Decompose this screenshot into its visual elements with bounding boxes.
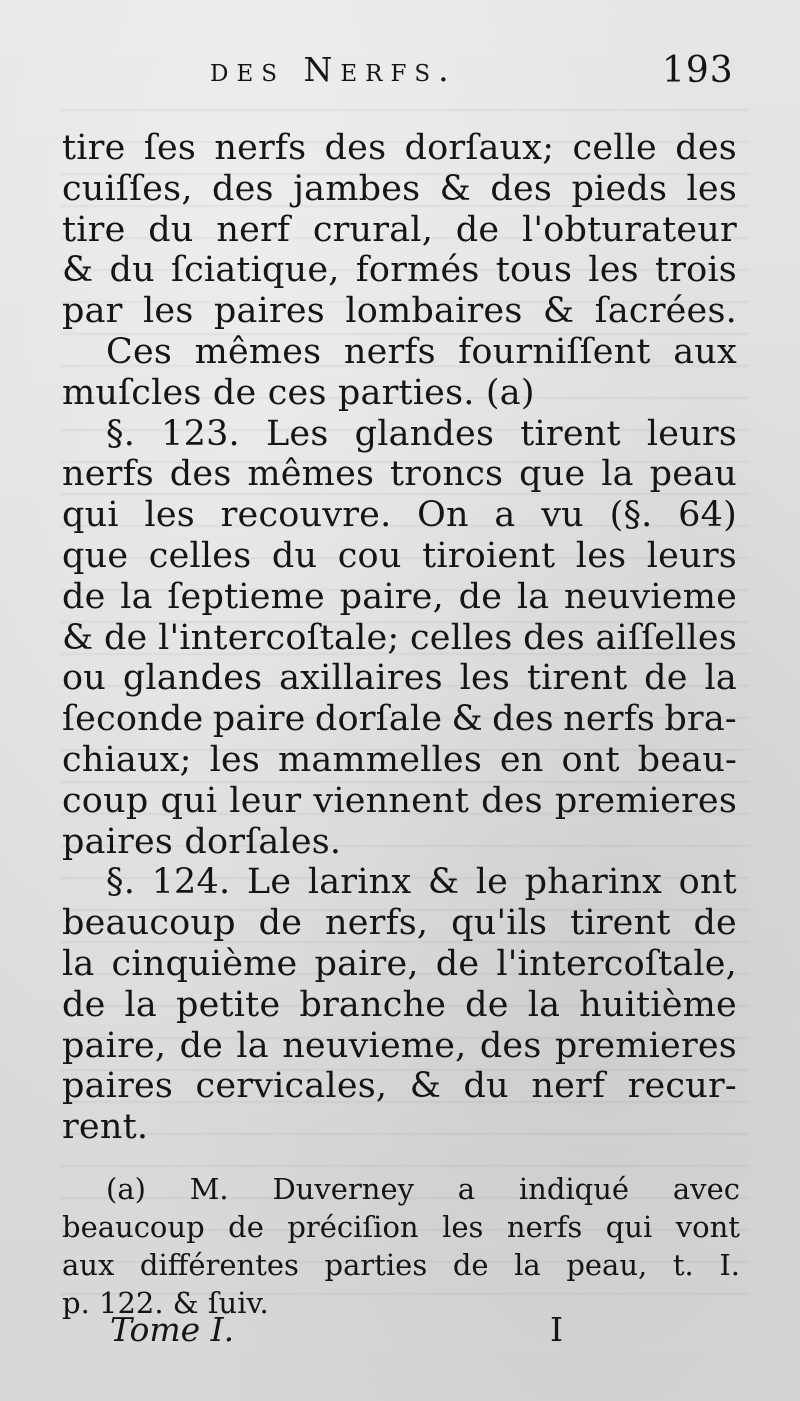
text-line: par les paires lombaires & ſacrées.: [62, 291, 737, 332]
text-line: ſeconde paire dorſale & des nerfs bra-: [62, 699, 737, 740]
volume-label: Tome I.: [110, 1310, 235, 1349]
text-line: tire du nerf crural, de l'obturateur: [62, 209, 737, 250]
text-line: paires cervicales, & du nerf recur-: [62, 1066, 737, 1107]
text-line: cuiſſes, des jambes & des pieds les: [62, 168, 737, 209]
body-text: [62, 128, 737, 1148]
footnote-line: (a) M. Duverney a indiqué avec: [106, 1172, 740, 1206]
text-line: qui les recouvre. On a vu (§. 64): [62, 495, 737, 536]
footnote: [62, 1170, 740, 1322]
text-line: beaucoup de nerfs, qu'ils tirent de: [62, 903, 737, 944]
text-line: nerfs des mêmes troncs que la peau: [62, 454, 737, 495]
footnote-line: p. 122. & ſuiv.: [62, 1286, 269, 1320]
text-line: tire ſes nerfs des dorſaux; celle des: [62, 128, 737, 168]
text-line: rent.: [62, 1107, 149, 1148]
text-line: & du ſciatique, formés tous les trois: [62, 250, 737, 291]
text-line: de la petite branche de la huitième: [62, 984, 737, 1025]
running-title: des Nerfs.: [210, 50, 457, 89]
text-line: la cinquième paire, de l'intercoſtale,: [62, 943, 737, 984]
text-line: paire, de la neuvieme, des premieres: [62, 1025, 737, 1066]
text-line: paires dorſales.: [62, 821, 342, 862]
footnote-line: beaucoup de préciſion les nerfs qui vont: [62, 1210, 740, 1244]
text-line: muſcles de ces parties. (a): [62, 372, 535, 413]
footnote-line: aux différentes parties de la peau, t. I.: [62, 1248, 740, 1282]
text-line: Ces mêmes nerfs fourniſſent aux: [106, 331, 737, 372]
signature-mark: I: [550, 1310, 564, 1349]
running-head: [0, 50, 800, 100]
text-line: chiaux; les mammelles en ont beau-: [62, 739, 737, 780]
text-line: coup qui leur viennent des premieres: [62, 780, 737, 821]
section-heading-line: §. 123. Les glandes tirent leurs: [106, 413, 737, 454]
text-line: & de l'intercoſtale; celles des aiſſelles: [62, 617, 737, 658]
text-line: ou glandes axillaires les tirent de la: [62, 658, 737, 699]
page-number: 193: [662, 50, 734, 91]
page-footer: [110, 1310, 650, 1354]
section-heading-line: §. 124. Le larinx & le pharinx ont: [106, 862, 737, 903]
text-line: de la ſeptieme paire, de la neuvieme: [62, 576, 737, 617]
text-line: que celles du cou tiroient les leurs: [62, 535, 737, 576]
